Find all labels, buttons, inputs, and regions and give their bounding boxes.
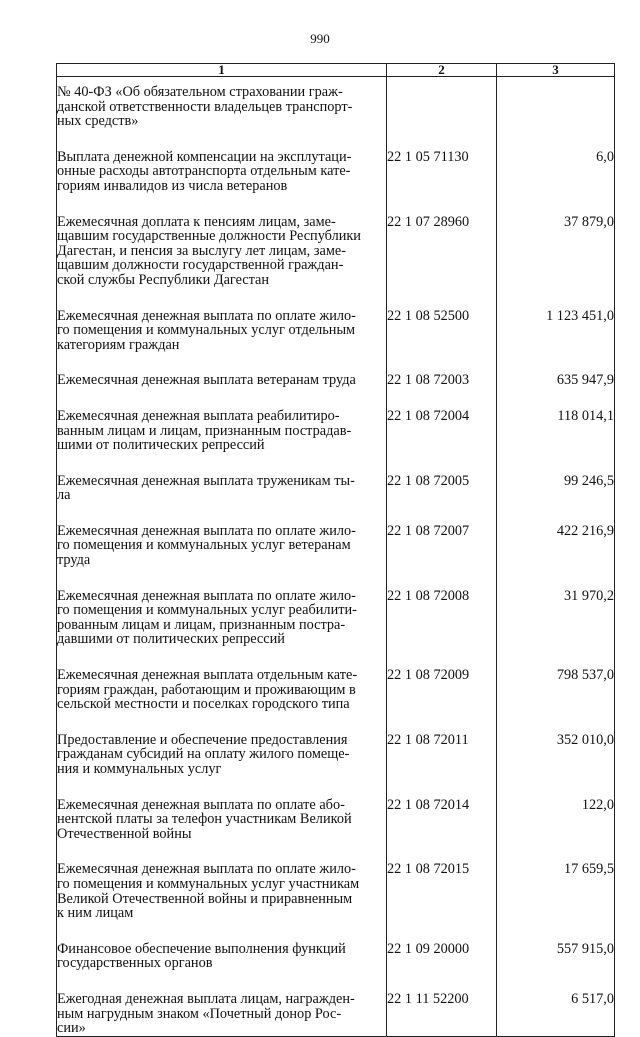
row-code: 22 1 08 72011 xyxy=(387,712,497,777)
row-amount xyxy=(497,77,615,129)
row-description xyxy=(57,288,387,353)
description-line: нентской платы за телефон участникам Великой xyxy=(57,811,352,828)
description-line: Ежемесячная денежная выплата по оплате жило- xyxy=(57,587,356,604)
description-line: щавшим должности государственной граждан- xyxy=(57,257,344,274)
description-line: онные расходы автотранспорта отдельным кате- xyxy=(57,163,351,180)
row-description xyxy=(57,921,387,971)
description-line: Ежемесячная денежная выплата реабилитиро- xyxy=(57,407,340,424)
description-line: государственных органов xyxy=(57,955,213,972)
description-line: Ежемесячная денежная выплата по оплате жило- xyxy=(57,522,356,539)
row-amount: 6,0 xyxy=(497,129,615,194)
description-line: давшими от политических репрессий xyxy=(57,631,285,648)
column-header-3: 3 xyxy=(497,64,615,77)
description-line: Отечественной войны xyxy=(57,825,192,842)
description-line: Ежемесячная денежная выплата отдельным кате- xyxy=(57,667,358,684)
description-line: шими от политических репрессий xyxy=(57,437,265,454)
row-description xyxy=(57,453,387,503)
row-amount: 99 246,5 xyxy=(497,453,615,503)
row-description xyxy=(57,352,387,388)
description-line: ным нагрудным знаком «Почетный донор Рос- xyxy=(57,1005,342,1022)
table-row xyxy=(57,194,615,288)
description-line: Ежемесячная денежная выплата по оплате жило- xyxy=(57,861,356,878)
row-amount: 118 014,1 xyxy=(497,388,615,453)
description-line: № 40-ФЗ «Об обязательном страховании граж- xyxy=(57,84,343,100)
description-line: го помещения и коммунальных услуг реабилити- xyxy=(57,602,357,619)
row-code: 22 1 11 52200 xyxy=(387,971,497,1036)
table-row xyxy=(57,777,615,842)
table-row xyxy=(57,647,615,712)
table-row xyxy=(57,288,615,353)
row-amount: 31 970,2 xyxy=(497,568,615,647)
row-amount: 17 659,5 xyxy=(497,841,615,920)
row-description xyxy=(57,568,387,647)
description-line: щавшим государственные должности Республики xyxy=(57,228,361,245)
description-line: к ним лицам xyxy=(57,905,134,922)
column-header-1: 1 xyxy=(57,64,387,77)
description-line: ных средств» xyxy=(57,113,139,130)
description-line: го помещения и коммунальных услуг участникам xyxy=(57,875,360,892)
row-description xyxy=(57,129,387,194)
row-description xyxy=(57,841,387,920)
description-line: Ежемесячная денежная выплата ветеранам труда xyxy=(57,372,356,389)
description-line: Ежегодная денежная выплата лицам, награжден- xyxy=(57,990,355,1007)
budget-table xyxy=(56,63,615,1037)
row-description xyxy=(57,194,387,288)
row-description xyxy=(57,503,387,568)
table-row xyxy=(57,568,615,647)
row-amount: 6 517,0 xyxy=(497,971,615,1036)
row-code: 22 1 08 72008 xyxy=(387,568,497,647)
row-code xyxy=(387,77,497,129)
table-row xyxy=(57,388,615,453)
description-line: данской ответственности владельцев транспорт- xyxy=(57,98,353,115)
description-line: Ежемесячная денежная выплата по оплате або- xyxy=(57,796,345,813)
description-line: категориям граждан xyxy=(57,336,180,353)
row-code: 22 1 08 72009 xyxy=(387,647,497,712)
table-body xyxy=(57,77,615,1037)
row-code: 22 1 05 71130 xyxy=(387,129,497,194)
row-code: 22 1 08 52500 xyxy=(387,288,497,353)
row-amount: 422 216,9 xyxy=(497,503,615,568)
table-row xyxy=(57,841,615,920)
row-description xyxy=(57,388,387,453)
description-line: сельской местности и поселках городского типа xyxy=(57,696,350,713)
table-row xyxy=(57,921,615,971)
row-code: 22 1 09 20000 xyxy=(387,921,497,971)
table-row xyxy=(57,352,615,388)
table-header-row xyxy=(57,64,615,77)
row-code: 22 1 08 72015 xyxy=(387,841,497,920)
row-code: 22 1 08 72007 xyxy=(387,503,497,568)
description-line: рованным лицам и лицам, признанным постра- xyxy=(57,616,346,633)
row-amount: 37 879,0 xyxy=(497,194,615,288)
description-line: гражданам субсидий на оплату жилого помеще- xyxy=(57,746,350,763)
row-amount: 352 010,0 xyxy=(497,712,615,777)
row-code: 22 1 08 72004 xyxy=(387,388,497,453)
row-amount: 557 915,0 xyxy=(497,921,615,971)
row-code: 22 1 07 28960 xyxy=(387,194,497,288)
table-row xyxy=(57,971,615,1036)
row-description xyxy=(57,777,387,842)
row-amount: 798 537,0 xyxy=(497,647,615,712)
row-amount: 1 123 451,0 xyxy=(497,288,615,353)
row-description xyxy=(57,77,387,129)
table-row xyxy=(57,712,615,777)
description-line: ла xyxy=(57,487,71,504)
description-line: Ежемесячная денежная выплата по оплате жило- xyxy=(57,307,356,324)
description-line: ской службы Республики Дагестан xyxy=(57,271,270,288)
row-amount: 635 947,9 xyxy=(497,352,615,388)
description-line: го помещения и коммунальных услуг отдельным xyxy=(57,322,356,339)
row-description xyxy=(57,712,387,777)
description-line: Предоставление и обеспечение предоставления xyxy=(57,731,348,748)
description-line: ния и коммунальных услуг xyxy=(57,761,222,777)
row-amount: 122,0 xyxy=(497,777,615,842)
description-line: Ежемесячная доплата к пенсиям лицам, заме- xyxy=(57,213,336,230)
description-line: го помещения и коммунальных услуг ветеранам xyxy=(57,537,351,554)
table-row xyxy=(57,503,615,568)
table-row xyxy=(57,453,615,503)
description-line: ванным лицам и лицам, признанным пострадав- xyxy=(57,422,352,439)
row-code: 22 1 08 72005 xyxy=(387,453,497,503)
table-row xyxy=(57,77,615,129)
description-line: гориям инвалидов из числа ветеранов xyxy=(57,177,288,194)
row-description xyxy=(57,971,387,1036)
description-line: труда xyxy=(57,552,91,569)
description-line: Великой Отечественной войны и приравненным xyxy=(57,890,353,907)
description-line: Ежемесячная денежная выплата труженикам ты- xyxy=(57,472,355,489)
row-code: 22 1 08 72003 xyxy=(387,352,497,388)
page-number: 990 xyxy=(310,31,330,46)
description-line: Дагестан, и пенсия за выслугу лет лицам, заме- xyxy=(57,242,346,259)
description-line: гориям граждан, работающим и проживающим в xyxy=(57,681,356,698)
row-description xyxy=(57,647,387,712)
description-line: Финансовое обеспечение выполнения функций xyxy=(57,940,346,957)
column-header-2: 2 xyxy=(387,64,497,77)
table-row xyxy=(57,129,615,194)
description-line: сии» xyxy=(57,1020,86,1037)
description-line: Выплата денежной компенсации на эксплутаци- xyxy=(57,148,352,165)
row-code: 22 1 08 72014 xyxy=(387,777,497,842)
